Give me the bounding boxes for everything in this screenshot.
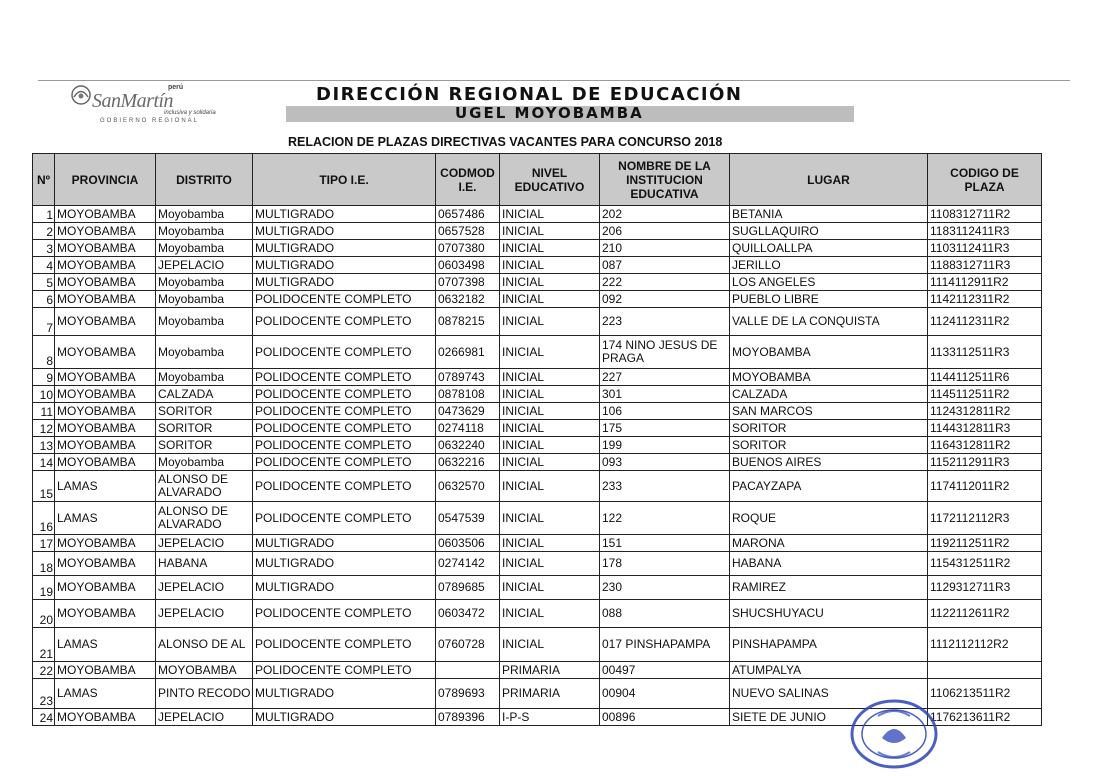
level-cell: INICIAL [500, 240, 600, 257]
table-row [33, 240, 1042, 257]
position-code-cell: 1152112911R3 [928, 454, 1042, 471]
district-cell: SORITOR [156, 437, 253, 454]
institution-name-cell: 178 [600, 552, 730, 576]
place-cell: SHUCSHUYACU [730, 600, 928, 628]
row-number-cell: 9 [33, 369, 55, 386]
table-row [33, 386, 1042, 403]
district-cell: Moyobamba [156, 336, 253, 369]
school-type-cell: MULTIGRADO [253, 206, 436, 223]
institution-name-cell: 210 [600, 240, 730, 257]
level-cell: INICIAL [500, 502, 600, 535]
level-cell: INICIAL [500, 552, 600, 576]
position-code-cell: 1106213511R2 [928, 679, 1042, 709]
table-row [33, 336, 1042, 369]
place-cell: BUENOS AIRES [730, 454, 928, 471]
codmod-cell: 0632182 [436, 291, 500, 308]
table-row [33, 662, 1042, 679]
institution-name-cell: 206 [600, 223, 730, 240]
institution-name-cell: 202 [600, 206, 730, 223]
district-cell: Moyobamba [156, 223, 253, 240]
institution-name-cell: 227 [600, 369, 730, 386]
table-header-row [33, 154, 1042, 206]
position-code-cell: 1145112511R2 [928, 386, 1042, 403]
school-type-cell: POLIDOCENTE COMPLETO [253, 308, 436, 336]
district-cell: JEPELACIO [156, 257, 253, 274]
row-number-cell: 12 [33, 420, 55, 437]
level-cell: INICIAL [500, 274, 600, 291]
school-type-cell: POLIDOCENTE COMPLETO [253, 600, 436, 628]
place-cell: BETANIA [730, 206, 928, 223]
province-cell: MOYOBAMBA [55, 437, 156, 454]
institution-name-cell: 00904 [600, 679, 730, 709]
table-row [33, 437, 1042, 454]
table-row [33, 552, 1042, 576]
position-code-cell: 1176213611R2 [928, 709, 1042, 726]
place-cell: SORITOR [730, 420, 928, 437]
district-cell: CALZADA [156, 386, 253, 403]
level-cell: INICIAL [500, 403, 600, 420]
codmod-cell: 0789743 [436, 369, 500, 386]
school-type-cell: POLIDOCENTE COMPLETO [253, 502, 436, 535]
province-cell: MOYOBAMBA [55, 274, 156, 291]
position-code-cell: 1108312711R2 [928, 206, 1042, 223]
level-cell: INICIAL [500, 576, 600, 600]
codmod-cell [436, 662, 500, 679]
school-type-cell: POLIDOCENTE COMPLETO [253, 454, 436, 471]
codmod-cell: 0266981 [436, 336, 500, 369]
official-seal-stamp [848, 698, 940, 770]
row-number-cell: 19 [33, 576, 55, 600]
province-cell: MOYOBAMBA [55, 308, 156, 336]
table-row [33, 576, 1042, 600]
level-cell: INICIAL [500, 471, 600, 502]
district-cell: ALONSO DE AL [156, 628, 253, 662]
province-cell: MOYOBAMBA [55, 369, 156, 386]
table-row [33, 369, 1042, 386]
codmod-cell: 0274118 [436, 420, 500, 437]
place-cell: LOS ANGELES [730, 274, 928, 291]
position-code-cell: 1164312811R2 [928, 437, 1042, 454]
row-number-cell: 11 [33, 403, 55, 420]
institution-name-cell: 017 PINSHAPAMPA [600, 628, 730, 662]
place-cell: ATUMPALYA [730, 662, 928, 679]
row-number-cell: 1 [33, 206, 55, 223]
logo-government: GOBIERNO REGIONAL [100, 118, 200, 124]
main-title: DIRECCIÓN REGIONAL DE EDUCACIÓN [316, 84, 743, 105]
codmod-cell: 0657486 [436, 206, 500, 223]
school-type-cell: POLIDOCENTE COMPLETO [253, 628, 436, 662]
position-code-cell: 1103112411R3 [928, 240, 1042, 257]
place-cell: ROQUE [730, 502, 928, 535]
table-row [33, 628, 1042, 662]
position-code-cell: 1154312511R2 [928, 552, 1042, 576]
logo-emblem-icon [68, 84, 94, 106]
province-cell: MOYOBAMBA [55, 336, 156, 369]
row-number-cell: 8 [33, 336, 55, 369]
col-header-level: NIVEL EDUCATIVO [500, 154, 600, 206]
codmod-cell: 0547539 [436, 502, 500, 535]
logo-name: SanMartín [92, 90, 174, 112]
place-cell: SIETE DE JUNIO [730, 709, 928, 726]
codmod-cell: 0707380 [436, 240, 500, 257]
place-cell: NUEVO SALINAS [730, 679, 928, 709]
institution-name-cell: 106 [600, 403, 730, 420]
codmod-cell: 0632240 [436, 437, 500, 454]
province-cell: MOYOBAMBA [55, 709, 156, 726]
district-cell: PINTO RECODO [156, 679, 253, 709]
position-code-cell: 1174112011R2 [928, 471, 1042, 502]
province-cell: MOYOBAMBA [55, 223, 156, 240]
table-row [33, 454, 1042, 471]
institution-name-cell: 122 [600, 502, 730, 535]
table-row [33, 600, 1042, 628]
district-cell: Moyobamba [156, 291, 253, 308]
position-code-cell: 1129312711R3 [928, 576, 1042, 600]
position-code-cell: 1192112511R2 [928, 535, 1042, 552]
place-cell: SUGLLAQUIRO [730, 223, 928, 240]
col-header-codmod: CODMOD I.E. [436, 154, 500, 206]
codmod-cell: 0603506 [436, 535, 500, 552]
place-cell: PUEBLO LIBRE [730, 291, 928, 308]
place-cell: RAMIREZ [730, 576, 928, 600]
province-cell: MOYOBAMBA [55, 403, 156, 420]
level-cell: INICIAL [500, 628, 600, 662]
institution-name-cell: 092 [600, 291, 730, 308]
institution-name-cell: 088 [600, 600, 730, 628]
province-cell: MOYOBAMBA [55, 552, 156, 576]
col-header-number: Nº [33, 154, 55, 206]
row-number-cell: 17 [33, 535, 55, 552]
place-cell: HABANA [730, 552, 928, 576]
place-cell: MARONA [730, 535, 928, 552]
school-type-cell: POLIDOCENTE COMPLETO [253, 471, 436, 502]
codmod-cell: 0789685 [436, 576, 500, 600]
table-row [33, 308, 1042, 336]
school-type-cell: POLIDOCENTE COMPLETO [253, 420, 436, 437]
school-type-cell: MULTIGRADO [253, 240, 436, 257]
institution-name-cell: 175 [600, 420, 730, 437]
header-rule [38, 80, 1070, 81]
place-cell: MOYOBAMBA [730, 369, 928, 386]
codmod-cell: 0707398 [436, 274, 500, 291]
codmod-cell: 0632216 [436, 454, 500, 471]
school-type-cell: POLIDOCENTE COMPLETO [253, 386, 436, 403]
position-code-cell: 1112112112R2 [928, 628, 1042, 662]
district-cell: Moyobamba [156, 308, 253, 336]
position-code-cell: 1144112511R6 [928, 369, 1042, 386]
district-cell: Moyobamba [156, 240, 253, 257]
place-cell: SAN MARCOS [730, 403, 928, 420]
institution-name-cell: 301 [600, 386, 730, 403]
position-code-cell: 1144312811R3 [928, 420, 1042, 437]
level-cell: INICIAL [500, 369, 600, 386]
place-cell: QUILLOALLPA [730, 240, 928, 257]
province-cell: LAMAS [55, 628, 156, 662]
vacancies-table [32, 153, 1042, 726]
codmod-cell: 0603498 [436, 257, 500, 274]
position-code-cell: 1183112411R3 [928, 223, 1042, 240]
district-cell: Moyobamba [156, 369, 253, 386]
table-row [33, 471, 1042, 502]
table-row [33, 502, 1042, 535]
school-type-cell: POLIDOCENTE COMPLETO [253, 336, 436, 369]
col-header-institution: NOMBRE DE LA INSTITUCION EDUCATIVA [600, 154, 730, 206]
district-cell: MOYOBAMBA [156, 662, 253, 679]
level-cell: INICIAL [500, 535, 600, 552]
province-cell: MOYOBAMBA [55, 386, 156, 403]
document-title: RELACION DE PLAZAS DIRECTIVAS VACANTES PARA CONCURSO 2018 [288, 135, 723, 149]
province-cell: MOYOBAMBA [55, 240, 156, 257]
position-code-cell: 1172112112R3 [928, 502, 1042, 535]
position-code-cell: 1124312811R2 [928, 403, 1042, 420]
document-header [30, 76, 1070, 126]
level-cell: INICIAL [500, 291, 600, 308]
san-martin-logo [60, 84, 230, 124]
col-header-province: PROVINCIA [55, 154, 156, 206]
table-row [33, 223, 1042, 240]
codmod-cell: 0603472 [436, 600, 500, 628]
district-cell: ALONSO DE ALVARADO [156, 502, 253, 535]
school-type-cell: MULTIGRADO [253, 223, 436, 240]
col-header-district: DISTRITO [156, 154, 253, 206]
institution-name-cell: 093 [600, 454, 730, 471]
institution-name-cell: 199 [600, 437, 730, 454]
table-row [33, 274, 1042, 291]
table-row [33, 291, 1042, 308]
row-number-cell: 16 [33, 502, 55, 535]
col-header-position-code: CODIGO DE PLAZA [928, 154, 1042, 206]
school-type-cell: POLIDOCENTE COMPLETO [253, 291, 436, 308]
level-cell: INICIAL [500, 420, 600, 437]
row-number-cell: 23 [33, 679, 55, 709]
position-code-cell: 1133112511R3 [928, 336, 1042, 369]
position-code-cell: 1188312711R3 [928, 257, 1042, 274]
institution-name-cell: 230 [600, 576, 730, 600]
institution-name-cell: 174 NINO JESUS DE PRAGA [600, 336, 730, 369]
place-cell: VALLE DE LA CONQUISTA [730, 308, 928, 336]
level-cell: INICIAL [500, 206, 600, 223]
institution-name-cell: 223 [600, 308, 730, 336]
row-number-cell: 3 [33, 240, 55, 257]
col-header-school-type: TIPO I.E. [253, 154, 436, 206]
institution-name-cell: 151 [600, 535, 730, 552]
codmod-cell: 0789396 [436, 709, 500, 726]
province-cell: MOYOBAMBA [55, 576, 156, 600]
province-cell: MOYOBAMBA [55, 600, 156, 628]
district-cell: JEPELACIO [156, 576, 253, 600]
place-cell: MOYOBAMBA [730, 336, 928, 369]
province-cell: MOYOBAMBA [55, 420, 156, 437]
level-cell: I-P-S [500, 709, 600, 726]
codmod-cell: 0878108 [436, 386, 500, 403]
codmod-cell: 0657528 [436, 223, 500, 240]
codmod-cell: 0473629 [436, 403, 500, 420]
district-cell: JEPELACIO [156, 600, 253, 628]
level-cell: PRIMARIA [500, 679, 600, 709]
institution-name-cell: 00896 [600, 709, 730, 726]
district-cell: Moyobamba [156, 274, 253, 291]
row-number-cell: 2 [33, 223, 55, 240]
district-cell: JEPELACIO [156, 535, 253, 552]
institution-name-cell: 222 [600, 274, 730, 291]
position-code-cell [928, 662, 1042, 679]
row-number-cell: 22 [33, 662, 55, 679]
school-type-cell: MULTIGRADO [253, 535, 436, 552]
row-number-cell: 14 [33, 454, 55, 471]
col-header-place: LUGAR [730, 154, 928, 206]
subtitle: UGEL MOYOBAMBA [455, 104, 644, 122]
level-cell: INICIAL [500, 454, 600, 471]
place-cell: JERILLO [730, 257, 928, 274]
institution-name-cell: 233 [600, 471, 730, 502]
district-cell: SORITOR [156, 403, 253, 420]
row-number-cell: 21 [33, 628, 55, 662]
school-type-cell: POLIDOCENTE COMPLETO [253, 403, 436, 420]
logo-tagline: inclusiva y solidaria [164, 110, 216, 116]
row-number-cell: 18 [33, 552, 55, 576]
codmod-cell: 0760728 [436, 628, 500, 662]
school-type-cell: POLIDOCENTE COMPLETO [253, 662, 436, 679]
institution-name-cell: 00497 [600, 662, 730, 679]
row-number-cell: 7 [33, 308, 55, 336]
district-cell: HABANA [156, 552, 253, 576]
institution-name-cell: 087 [600, 257, 730, 274]
row-number-cell: 24 [33, 709, 55, 726]
school-type-cell: MULTIGRADO [253, 257, 436, 274]
row-number-cell: 20 [33, 600, 55, 628]
province-cell: MOYOBAMBA [55, 291, 156, 308]
school-type-cell: POLIDOCENTE COMPLETO [253, 369, 436, 386]
table-row [33, 257, 1042, 274]
level-cell: PRIMARIA [500, 662, 600, 679]
row-number-cell: 5 [33, 274, 55, 291]
school-type-cell: MULTIGRADO [253, 274, 436, 291]
place-cell: CALZADA [730, 386, 928, 403]
district-cell: SORITOR [156, 420, 253, 437]
province-cell: LAMAS [55, 679, 156, 709]
school-type-cell: MULTIGRADO [253, 679, 436, 709]
table-row [33, 403, 1042, 420]
table-row [33, 535, 1042, 552]
position-code-cell: 1124112311R2 [928, 308, 1042, 336]
province-cell: MOYOBAMBA [55, 662, 156, 679]
level-cell: INICIAL [500, 257, 600, 274]
province-cell: MOYOBAMBA [55, 257, 156, 274]
district-cell: ALONSO DE ALVARADO [156, 471, 253, 502]
district-cell: JEPELACIO [156, 709, 253, 726]
district-cell: Moyobamba [156, 206, 253, 223]
province-cell: MOYOBAMBA [55, 535, 156, 552]
place-cell: PINSHAPAMPA [730, 628, 928, 662]
logo-country: perú [168, 84, 184, 91]
table-body [33, 206, 1042, 726]
row-number-cell: 15 [33, 471, 55, 502]
level-cell: INICIAL [500, 336, 600, 369]
codmod-cell: 0789693 [436, 679, 500, 709]
province-cell: MOYOBAMBA [55, 454, 156, 471]
school-type-cell: MULTIGRADO [253, 552, 436, 576]
row-number-cell: 6 [33, 291, 55, 308]
position-code-cell: 1122112611R2 [928, 600, 1042, 628]
position-code-cell: 1114112911R2 [928, 274, 1042, 291]
codmod-cell: 0632570 [436, 471, 500, 502]
province-cell: LAMAS [55, 502, 156, 535]
row-number-cell: 13 [33, 437, 55, 454]
school-type-cell: POLIDOCENTE COMPLETO [253, 437, 436, 454]
level-cell: INICIAL [500, 386, 600, 403]
province-cell: LAMAS [55, 471, 156, 502]
codmod-cell: 0274142 [436, 552, 500, 576]
place-cell: PACAYZAPA [730, 471, 928, 502]
school-type-cell: MULTIGRADO [253, 709, 436, 726]
codmod-cell: 0878215 [436, 308, 500, 336]
level-cell: INICIAL [500, 308, 600, 336]
place-cell: SORITOR [730, 437, 928, 454]
position-code-cell: 1142112311R2 [928, 291, 1042, 308]
row-number-cell: 4 [33, 257, 55, 274]
row-number-cell: 10 [33, 386, 55, 403]
school-type-cell: MULTIGRADO [253, 576, 436, 600]
district-cell: Moyobamba [156, 454, 253, 471]
level-cell: INICIAL [500, 223, 600, 240]
table-row [33, 206, 1042, 223]
province-cell: MOYOBAMBA [55, 206, 156, 223]
level-cell: INICIAL [500, 600, 600, 628]
table-row [33, 420, 1042, 437]
level-cell: INICIAL [500, 437, 600, 454]
